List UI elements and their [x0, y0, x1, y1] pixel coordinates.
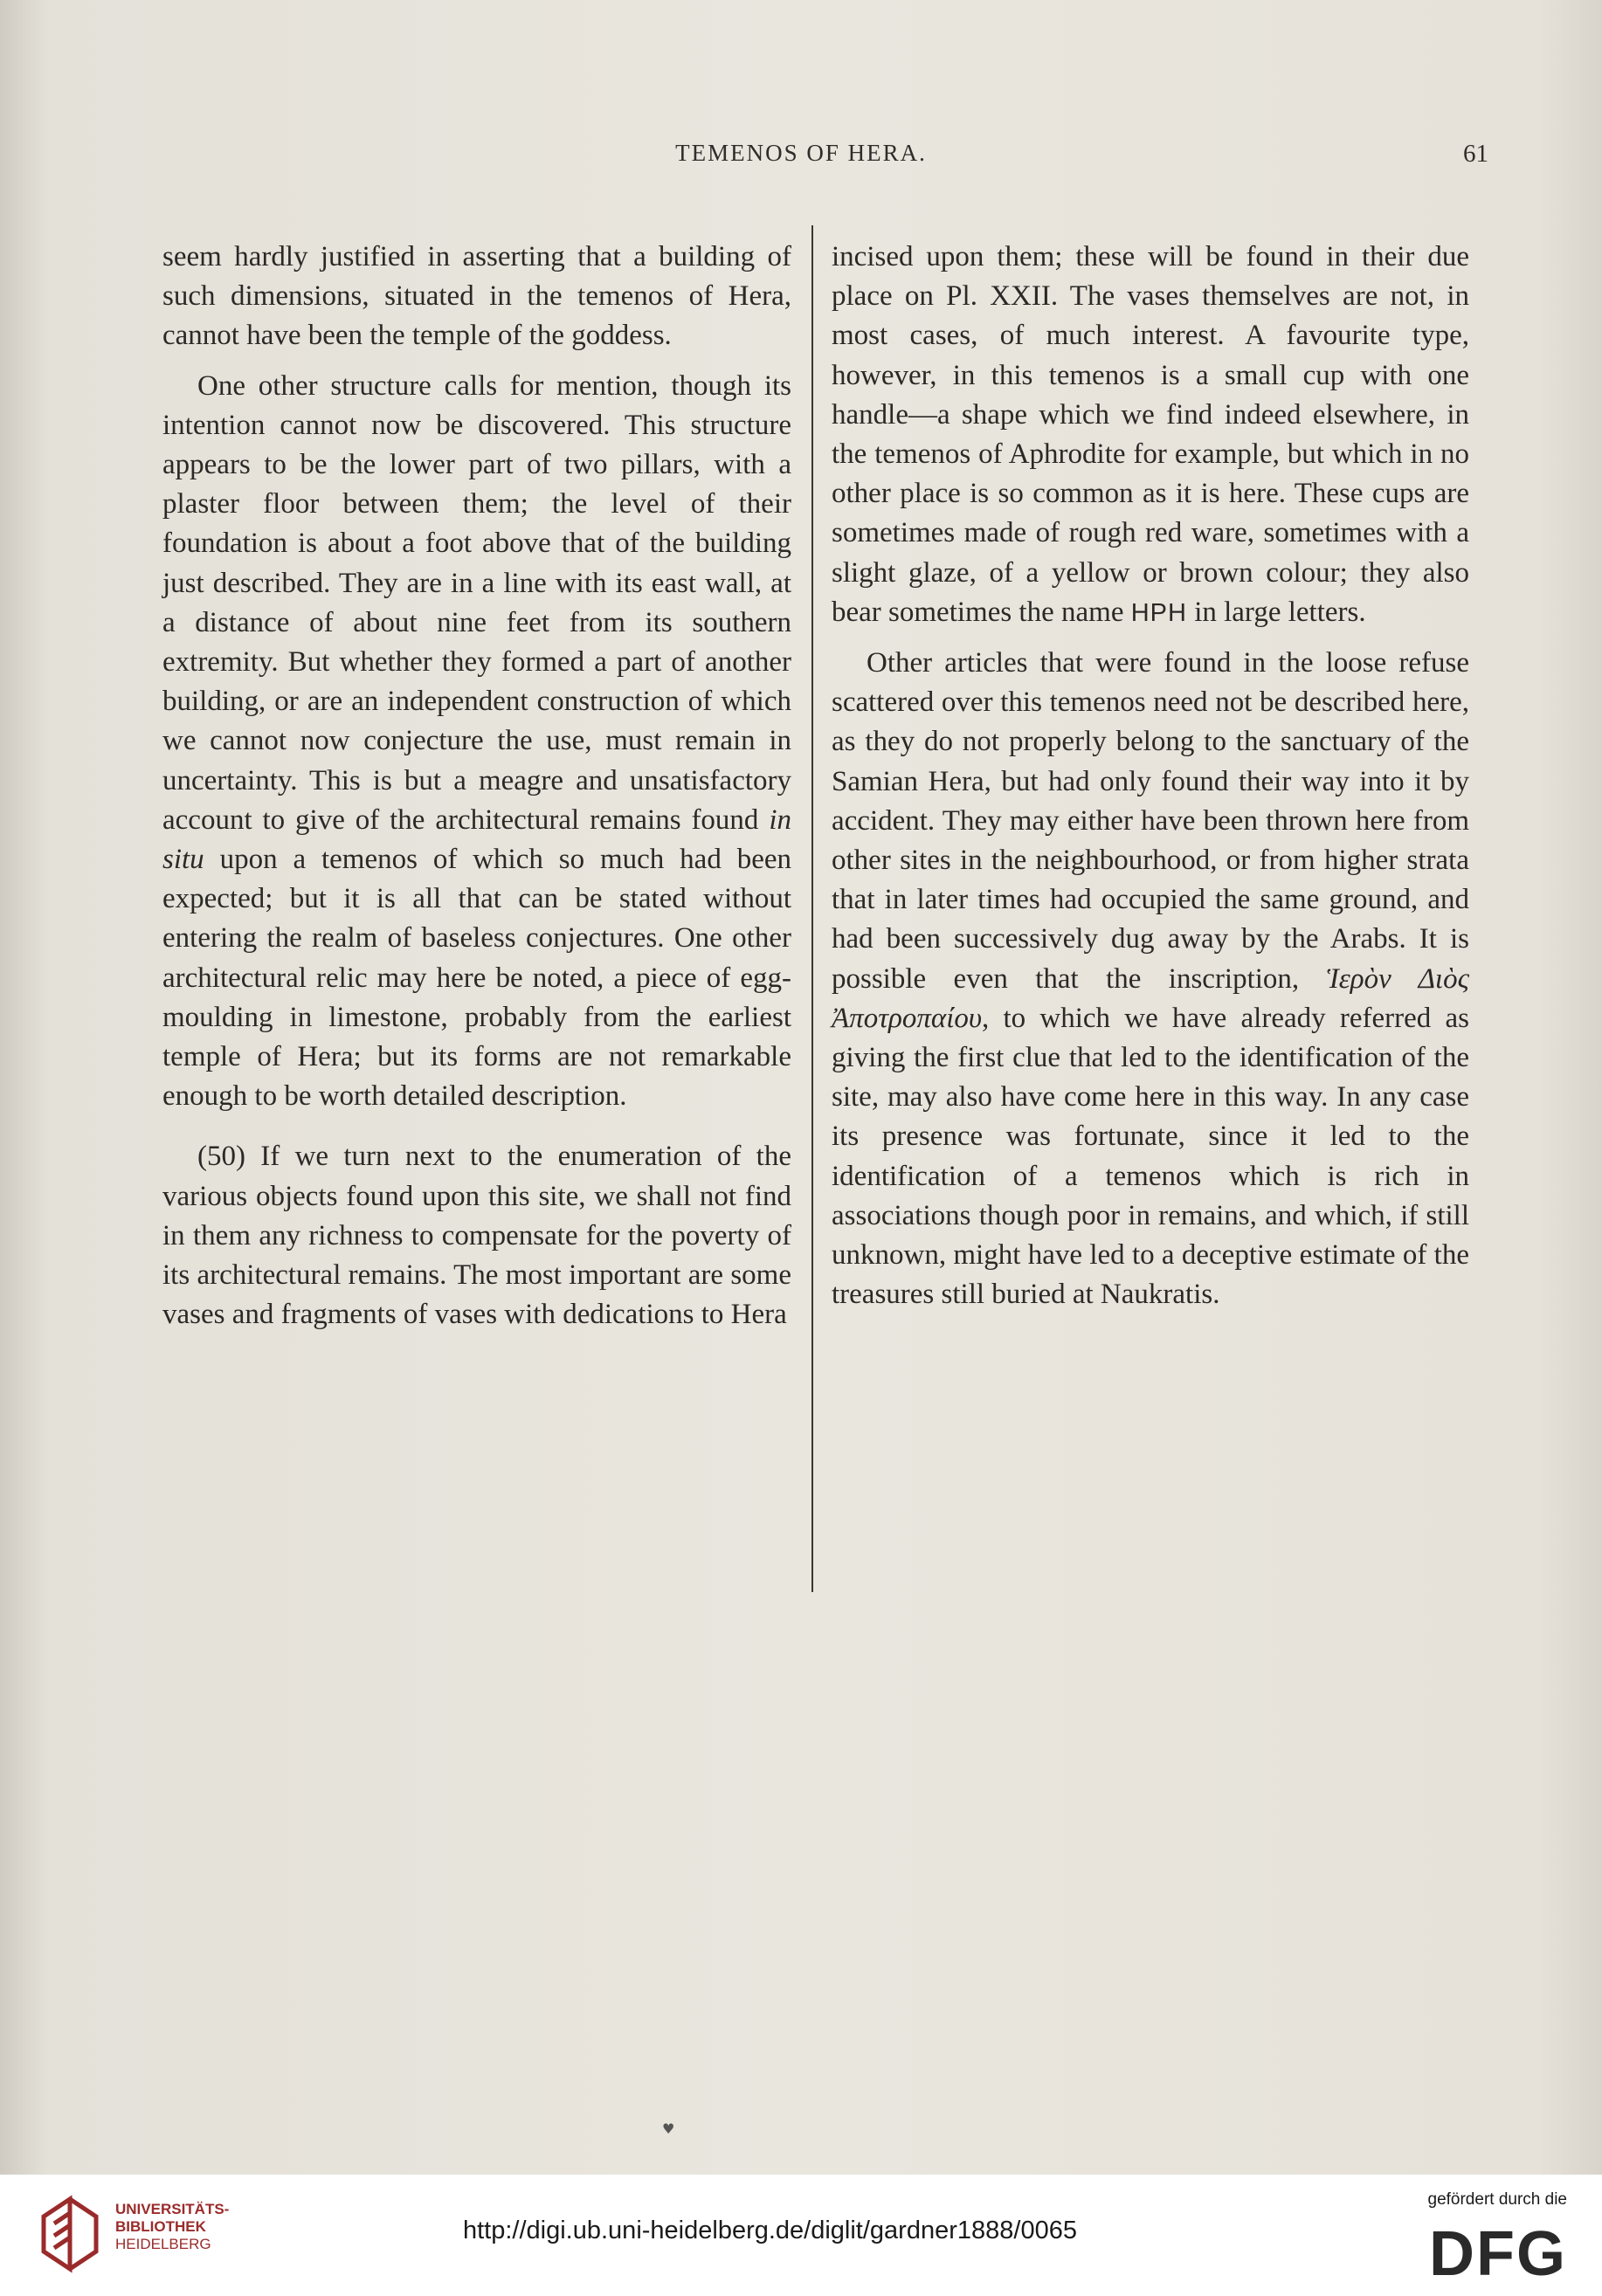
in-situ-italic: in situ: [162, 803, 791, 876]
greek-inscription: Ἱερὸν Διὸς Ἀποτροπαίου: [832, 962, 1469, 1034]
library-logo-icon: [35, 2190, 105, 2278]
funding-note: gefördert durch die: [1427, 2190, 1567, 2209]
footer-bar: [0, 2175, 1602, 2296]
left-paragraph-2-text-a: One other structure calls for mention, though its intention cannot now be discovered. This structure appears to be the lower part of two pillars, with a plaster floor between them; the level of their foundation is about a foot above that of the building just described. They are in a line with its east wall, at a distance of about nine feet from its southern extremity. But whether they formed a part of another building, or are an independent construction of which we cannot now conjecture the use, must remain in uncertainty. This is but a meagre and unsatisfactory account to give of the architectural remains found: [162, 369, 791, 836]
page-mark: ♥: [662, 2120, 675, 2137]
right-paragraph-2-text-a: Other articles that were found in the loose refuse scattered over this temenos need not be described here, as they do not properly belong to the sanctuary of the Samian Hera, but had only found their way into it by accident. They may either have been thrown here from other sites in the neighbourhood, or from higher strata that in later times had occupied the same ground, and had been successively dug away by the Arabs. It is possible even that the inscription,: [832, 647, 1469, 995]
right-paragraph-1-text-b: in large letters.: [1194, 596, 1366, 628]
column-divider: [811, 225, 813, 1592]
right-paragraph-1: [832, 238, 1469, 633]
right-paragraph-1-text-a: incised upon them; these will be found in their due place on Pl. XXII. The vases themselves are not, in most cases, of much interest. A favourite type, however, in this temenos is a small cup with one handle—a shape which we find indeed elsewhere, in the temenos of Aphrodite for example, but which in no other place is so common as it is here. These cups are sometimes made of rough red ware, sometimes with a slight glaze, of a yellow or brown colour; they also bear sometimes the name: [832, 241, 1469, 628]
dfg-logo: DFG: [1429, 2219, 1567, 2289]
hph-inscription: HPH: [1130, 598, 1187, 627]
running-head: [0, 140, 1602, 175]
permalink-url[interactable]: http://digi.ub.uni-heidelberg.de/diglit/gardner1888/0065: [463, 2217, 1077, 2244]
right-column: [832, 238, 1469, 1325]
right-paragraph-2: [832, 644, 1469, 1314]
page-number: 61: [1463, 140, 1488, 168]
left-paragraph-3: (50) If we turn next to the enumeration of the various objects found upon this site, we shall not find in them any richness to compensate for the poverty of its architectural remains. The most important are some vases and fragments of vases with dedications to Hera: [162, 1141, 791, 1331]
library-name: [115, 2201, 229, 2253]
left-column: [162, 238, 791, 1345]
running-title: TEMENOS OF HERA.: [675, 140, 927, 166]
library-name-line-2: BIBLIOTHEK: [115, 2218, 206, 2235]
library-name-line-3: HEIDELBERG: [115, 2236, 211, 2252]
left-paragraph-1: seem hardly justified in asserting that a building of such dimensions, situated in the temenos of Hera, cannot have been the temple of the goddess.: [162, 241, 791, 352]
left-paragraph-2: [162, 367, 791, 1117]
library-name-line-1: UNIVERSITÄTS-: [115, 2201, 230, 2217]
left-paragraph-2-text-b: upon a temenos of which so much had been expected; but it is all that can be stated without entering the realm of baseless conjectures. One other architectural relic may here be noted, a piece of egg-moulding in limestone, probably from the earliest temple of Hera; but its forms are not remarkable enough to be worth detailed description.: [162, 844, 792, 1113]
right-paragraph-2-text-b: , to which we have already referred as giving the first clue that led to the identification of the site, may also have come here in this way. In any case its presence was fortunate, since it led to the identification of a temenos which is rich in associations though poor in remains, and which, if still unknown, might have led to a deceptive estimate of the treasures still buried at Naukratis.: [832, 1002, 1469, 1311]
